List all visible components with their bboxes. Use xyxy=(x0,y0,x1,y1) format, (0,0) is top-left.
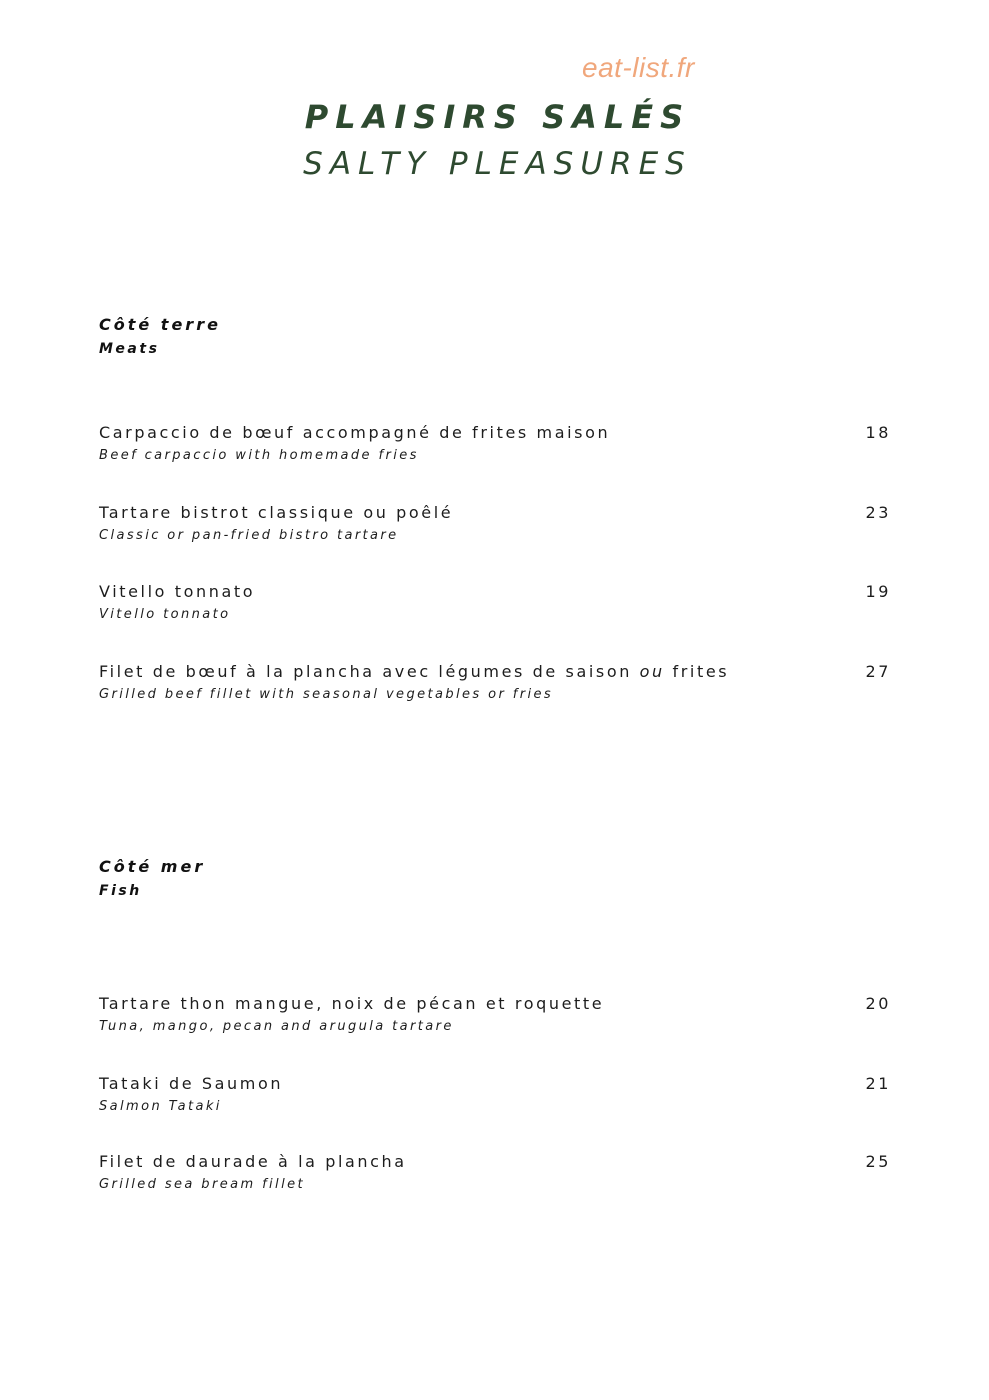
menu-item-price: 20 xyxy=(865,994,891,1013)
menu-item-price: 18 xyxy=(865,423,891,442)
menu-item-name-english: Beef carpaccio with homemade fries xyxy=(99,448,419,463)
menu-item-name-english: Salmon Tataki xyxy=(99,1099,222,1114)
menu-item-name-french: Carpaccio de bœuf accompagné de frites maison xyxy=(99,423,611,442)
menu-item-name-french: Filet de daurade à la plancha xyxy=(99,1152,407,1171)
menu-item-name-french: Tataki de Saumon xyxy=(99,1074,284,1093)
menu-item-name-french: Tartare bistrot classique ou poêlé xyxy=(99,503,454,522)
menu-item-price: 27 xyxy=(865,662,891,681)
menu-item xyxy=(99,580,891,625)
section-header-fish xyxy=(99,856,205,902)
section-title-french: Côté mer xyxy=(99,857,206,876)
menu-item-name-part: Filet de bœuf à la plancha avec légumes de saison xyxy=(99,662,640,681)
section-header-meats xyxy=(99,314,221,360)
menu-item-price: 21 xyxy=(865,1074,891,1093)
watermark-text: eat-list.fr xyxy=(582,52,695,83)
menu-item-name-french xyxy=(99,660,891,684)
menu-item-price: 25 xyxy=(865,1152,891,1171)
menu-item xyxy=(99,660,891,705)
menu-item-name-english: Classic or pan-fried bistro tartare xyxy=(99,528,399,543)
section-title-english: Meats xyxy=(99,341,160,357)
section-title-english: Fish xyxy=(99,883,142,899)
menu-item-name-part: frites xyxy=(664,662,730,681)
menu-item xyxy=(99,501,891,546)
menu-item-price: 23 xyxy=(865,503,891,522)
menu-item-name-english: Grilled sea bream fillet xyxy=(99,1177,305,1192)
menu-item-name-english: Grilled beef fillet with seasonal vegetables or fries xyxy=(99,687,554,702)
page-title-french: PLAISIRS SALÉS xyxy=(304,98,691,136)
menu-item-name-english: Vitello tonnato xyxy=(99,607,231,622)
section-title-french: Côté terre xyxy=(99,315,221,334)
menu-item xyxy=(99,992,891,1037)
menu-item-name-french: Tartare thon mangue, noix de pécan et roquette xyxy=(99,994,605,1013)
menu-item xyxy=(99,421,891,466)
menu-item xyxy=(99,1150,891,1195)
menu-item-name-part-italic: ou xyxy=(639,662,665,681)
page-title-english: SALTY PLEASURES xyxy=(303,146,692,182)
menu-item-name-english: Tuna, mango, pecan and arugula tartare xyxy=(99,1019,454,1034)
menu-item-name-french: Vitello tonnato xyxy=(99,582,256,601)
menu-item xyxy=(99,1072,891,1117)
menu-item-price: 19 xyxy=(865,582,891,601)
